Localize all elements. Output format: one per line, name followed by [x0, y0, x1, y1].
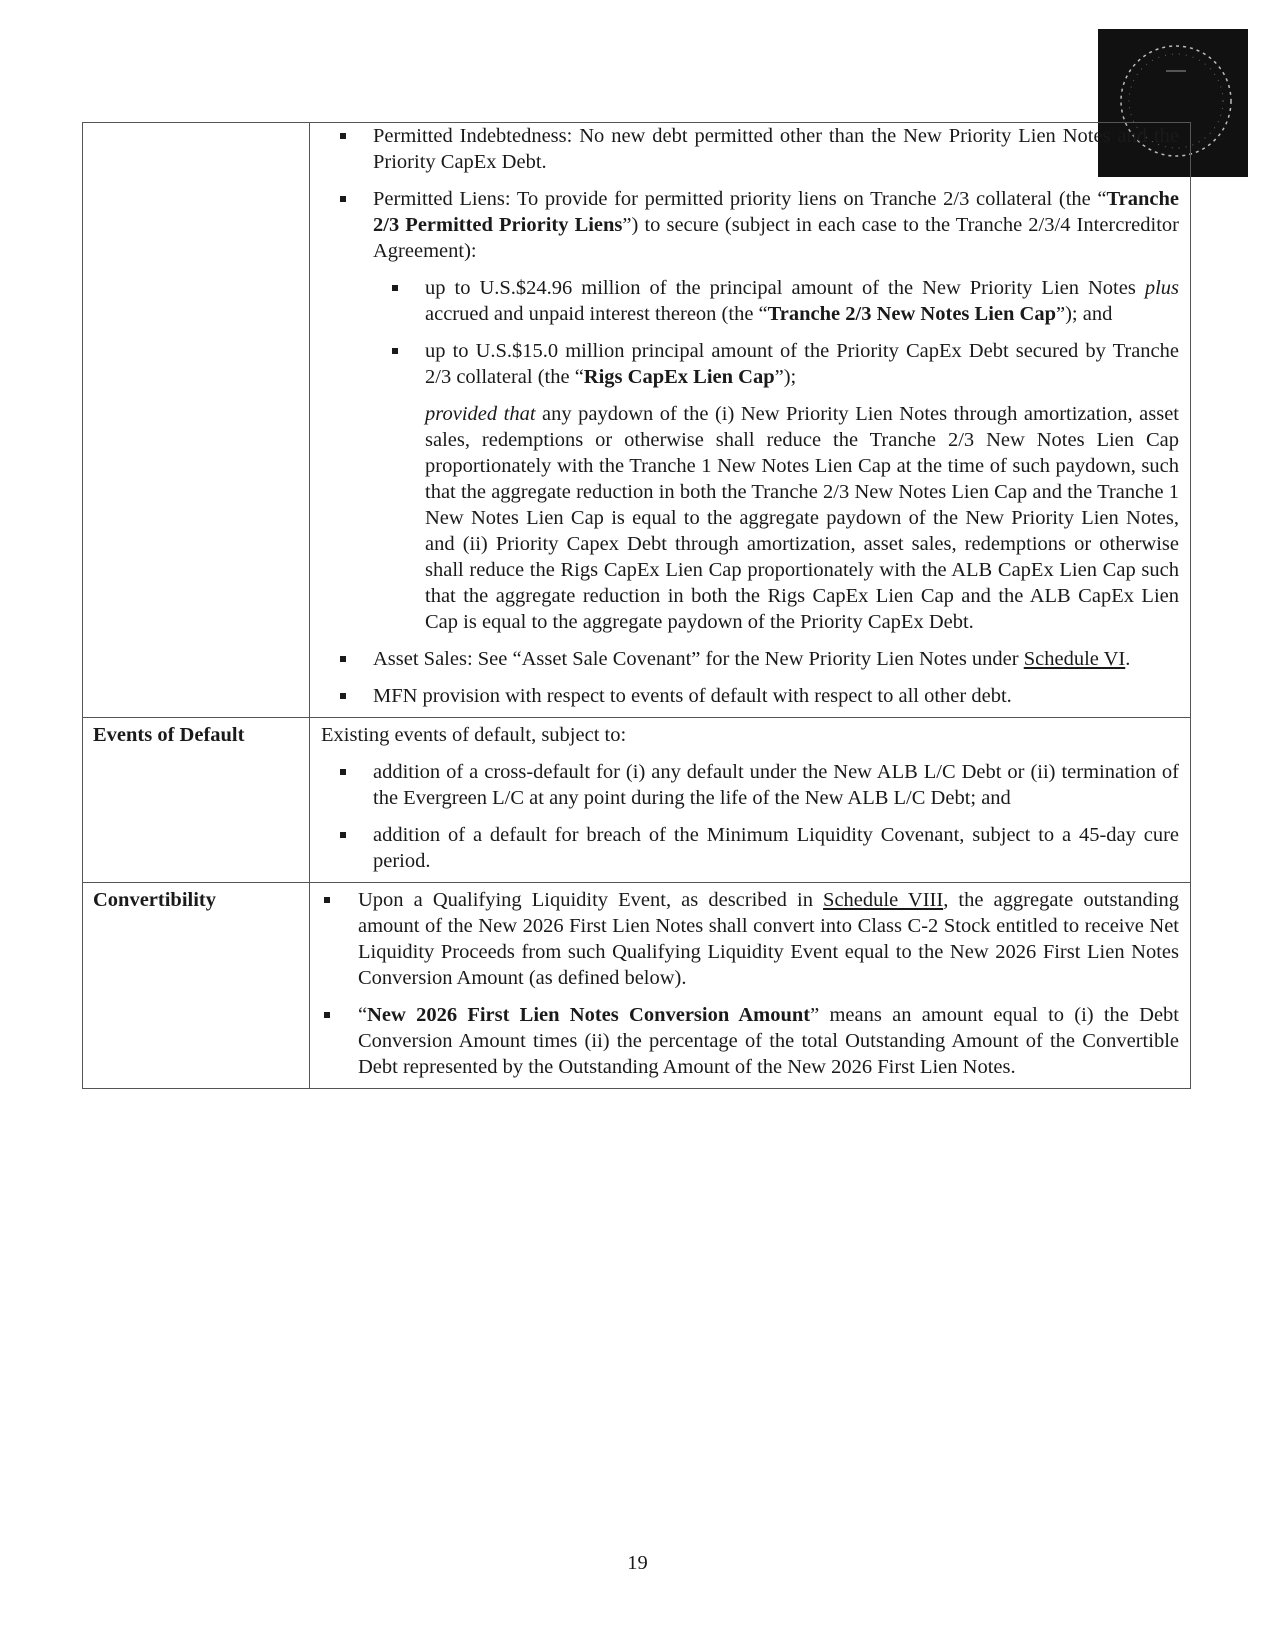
cross-default-item: addition of a cross-default for (i) any default under the New ALB L/C Debt or (ii) termination of the Evergreen L/C at any point during the life of the New ALB L/C Debt; and [321, 759, 1179, 811]
events-of-default-label: Events of Default [83, 718, 310, 883]
defined-term: Tranche 2/3 Permitted Priority Liens [373, 188, 1179, 236]
table-row [83, 718, 1191, 883]
events-of-default-cell [310, 718, 1191, 883]
defined-term: Rigs CapEx Lien Cap [583, 366, 775, 388]
page-number: 19 [627, 1552, 648, 1574]
table-row [83, 883, 1191, 1089]
row-label-empty [83, 123, 310, 718]
proviso-paragraph: provided that any paydown of the (i) New Priority Lien Notes through amortization, asset sales, redemptions or otherwise shall reduce the Tranche 2/3 New Notes Lien Cap proportionately with the Tranche 1 New Notes Lien Cap at the time of such paydown, such that the aggregate reduction in both the Tranche 2/3 New Notes Lien Cap and the Tranche 1 New Notes Lien Cap is equal to the aggregate paydown of the New Priority Lien Notes, and (ii) Priority Capex Debt through amortization, asset sales, redemptions or otherwise shall reduce the Rigs CapEx Lien Cap proportionately with the ALB CapEx Lien Cap such that the aggregate reduction in both the Rigs CapEx Lien Cap and the ALB CapEx Lien Cap is equal to the aggregate paydown of the Priority CapEx Debt. [425, 403, 1179, 633]
asset-sales-item: Asset Sales: See “Asset Sale Covenant” for the New Priority Lien Notes under Schedule VI. [321, 646, 1179, 672]
defined-term: New 2026 First Lien Notes Conversion Amount [367, 1004, 811, 1026]
new-notes-lien-cap-item: up to U.S.$24.96 million of the principal amount of the New Priority Lien Notes plus accrued and unpaid interest thereon (the “Tranche 2/3 New Notes Lien Cap”); and [373, 275, 1179, 327]
covenants-list-continued [321, 646, 1179, 709]
conversion-amount-definition-item: “New 2026 First Lien Notes Conversion Amount” means an amount equal to (i) the Debt Conversion Amount times (ii) the percentage of the total Outstanding Amount of the Convertible Debt represented by the Outstanding Amount of the New 2026 First Lien Notes. [321, 1002, 1179, 1080]
schedule-reference: Schedule VIII [823, 889, 944, 911]
permitted-liens-item: Permitted Liens: To provide for permitted priority liens on Tranche 2/3 collateral (the “Tranche 2/3 Permitted Priority Liens”) to secure (subject in each case to the Tranche 2/3/4 Intercreditor Agreement): up to U.S.$24.96 million of the principal amount of the New Priority Lien Notes plus accrued and unpaid interest thereon (the “Tranche 2/3 New Notes Lien Cap”); and up to U.S.$15.0 million principal amount of the Priority CapEx Debt secured by Tranche 2/3 collateral (the “Rigs CapEx Lien Cap”); [321, 186, 1179, 390]
rigs-capex-lien-cap-item: up to U.S.$15.0 million principal amount of the Priority CapEx Debt secured by Tranche 2/3 collateral (the “Rigs CapEx Lien Cap”); [373, 338, 1179, 390]
convertibility-cell [310, 883, 1191, 1089]
events-of-default-list [321, 759, 1179, 874]
permitted-liens-sublist [373, 275, 1179, 390]
term-sheet-table [82, 122, 1191, 1089]
convertibility-label: Convertibility [83, 883, 310, 1089]
convertibility-list [321, 887, 1179, 1080]
table-row [83, 123, 1191, 718]
permitted-indebtedness-item: Permitted Indebtedness: No new debt permitted other than the New Priority Lien Notes and the Priority CapEx Debt. [321, 123, 1179, 175]
minimum-liquidity-item: addition of a default for breach of the Minimum Liquidity Covenant, subject to a 45-day cure period. [321, 822, 1179, 874]
qualifying-liquidity-event-item: Upon a Qualifying Liquidity Event, as described in Schedule VIII, the aggregate outstanding amount of the New 2026 First Lien Notes shall convert into Class C-2 Stock entitled to receive Net Liquidity Proceeds from such Qualifying Liquidity Event equal to the New 2026 First Lien Notes Conversion Amount (as defined below). [321, 887, 1179, 991]
covenants-list [321, 123, 1179, 390]
defined-term: Tranche 2/3 New Notes Lien Cap [767, 303, 1056, 325]
mfn-item: MFN provision with respect to events of default with respect to all other debt. [321, 683, 1179, 709]
events-of-default-intro: Existing events of default, subject to: [321, 724, 627, 746]
covenants-cell [310, 123, 1191, 718]
schedule-reference: Schedule VI [1023, 648, 1126, 670]
